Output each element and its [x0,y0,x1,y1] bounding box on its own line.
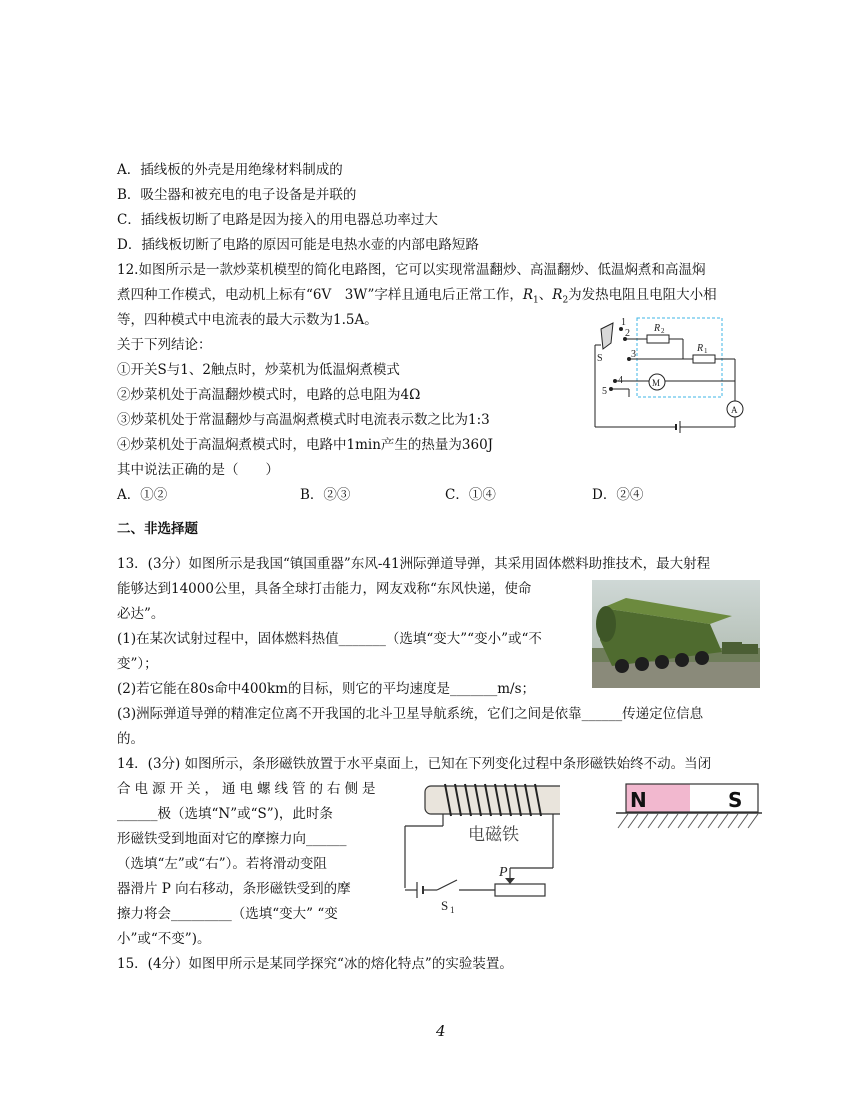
slider-p-label: P [499,865,508,880]
q12-stem-line1: 12.如图所示是一款炒菜机模型的简化电路图，它可以实现常温翻炒、高温翻炒、低温焖煮和高温焖 [117,262,706,278]
q11-option-c: C．插线板切断了电路是因为接入的用电器总功率过大 [117,212,438,228]
q12-ask: 其中说法正确的是（ ） [117,462,279,478]
q12-stem-line3: 等，四种模式中电流表的最大示数为1.5A。 [117,312,378,328]
missile-photo [592,580,760,688]
terminal-4-label: 4 [618,375,623,386]
r2-label: R [654,323,661,334]
q12-stem-line2 [117,286,717,310]
q12-option-d: D．②④ [592,487,644,503]
resistor-r1 [693,355,715,363]
r2-symbol: R [552,287,563,303]
q12-intro: 关于下列结论： [117,337,212,353]
switch-label: S [597,353,603,364]
motor-label: M [652,378,661,388]
q13-line3: 必达”。 [117,606,165,622]
q12-statement-3: ③炒菜机处于常温翻炒与高温焖煮模式时电流表示数之比为1:3 [117,412,490,428]
q14-line6: 器滑片 P 向右移动，条形磁铁受到的摩 [117,881,351,897]
q13-line2: 能够达到14000公里，具备全球打击能力，网友戏称“东风快递，使命 [117,581,532,597]
terminal-5-label: 5 [602,386,607,397]
r2-label-sub: 2 [661,327,665,335]
q14-line7: 擦力将会_________（选填“变大” “变 [117,906,338,922]
q14-line4: 形磁铁受到地面对它的摩擦力向______ [117,831,347,847]
resistor-r2 [647,335,669,343]
q12-statement-2: ②炒菜机处于高温翻炒模式时，电路的总电阻为4Ω [117,387,421,403]
r1-subscript: 1 [533,295,539,306]
q14-line5: （选填“左”或“右”）。若将滑动变阻 [117,856,327,872]
q11-option-a: A．插线板的外壳是用绝缘材料制成的 [117,162,343,178]
q12-option-c: C．①④ [445,487,496,503]
magnet-south-half [690,784,758,812]
table-hatching [618,814,758,828]
q11-option-b: B．吸尘器和被充电的电子设备是并联的 [117,187,357,203]
q15-line1: 15．(4分）如图甲所示是某同学探究“冰的熔化特点”的实验装置。 [117,956,513,972]
q13-part1-a: (1)在某次试射过程中，固体燃料热值_______（选填“变大”“变小”或“不 [117,631,542,647]
separator: 、 [538,287,553,303]
q13-part3-b: 的。 [117,731,144,747]
q11-option-d: D．插线板切断了电路的原因可能是电热水壶的内部电路短路 [117,237,479,253]
q12-circuit-diagram [585,315,755,440]
ammeter-label: A [731,405,738,415]
terminal-2-label: 2 [625,328,630,339]
q14-line1: 14．(3分) 如图所示，条形磁铁放置于水平桌面上，已知在下列变化过程中条形磁铁始终不动。当闭 [117,756,712,772]
q13-part3-a: (3)洲际弹道导弹的精准定位离不开我国的北斗卫星导航系统，它们之间是依靠______传递定位信息 [117,706,704,722]
switch-s1-label: S [441,898,449,913]
switch-blade [601,323,613,349]
bar-magnet-figure [614,782,764,834]
q12-option-b: B．②③ [300,487,351,503]
q14-line8: 小”或“不变”)。 [117,931,211,947]
r2-subscript: 2 [562,295,569,306]
switch-s1 [437,880,457,890]
switch-s1-sub: 1 [450,905,455,915]
electromagnet-label: 电磁铁 [468,825,519,845]
magnet-s-label: S [728,788,743,812]
q12-statement-4: ④炒菜机处于高温焖煮模式时，电路中1min产生的热量为360J [117,437,494,453]
r1-symbol: R [522,287,534,303]
terminal-1-label: 1 [621,317,626,328]
page-number: 4 [436,1022,446,1040]
q12-statement-1: ①开关S与1、2触点时，炒菜机为低温焖煮模式 [117,362,400,378]
q13-part2: (2)若它能在80s命中400km的目标，则它的平均速度是_______m/s； [117,681,536,697]
q14-line3: ______极（选填“N”或“S”)，此时条 [117,806,333,822]
q14-line2: 合电源开关，通电螺线管的右侧是 [117,781,380,797]
q13-line1: 13．(3分）如图所示是我国“镇国重器”东风-41洲际弹道导弹，其采用固体燃料助推技术，最大射程 [117,556,711,572]
terminal-3-label: 3 [631,349,636,360]
q12-option-a: A．①② [117,487,168,503]
r1-label-sub: 1 [704,347,708,355]
q12-line2-b: 为发热电阻且电阻大小相 [568,287,717,303]
q12-line2-a: 煮四种工作模式，电动机上标有“6V 3W”字样且通电后正常工作， [117,287,523,303]
magnet-n-label: N [630,788,647,812]
section-2-title: 二、非选择题 [117,521,198,537]
r1-label: R [697,343,704,354]
electromagnet-circuit [395,778,560,918]
q13-part1-b: 变”）； [117,656,158,672]
